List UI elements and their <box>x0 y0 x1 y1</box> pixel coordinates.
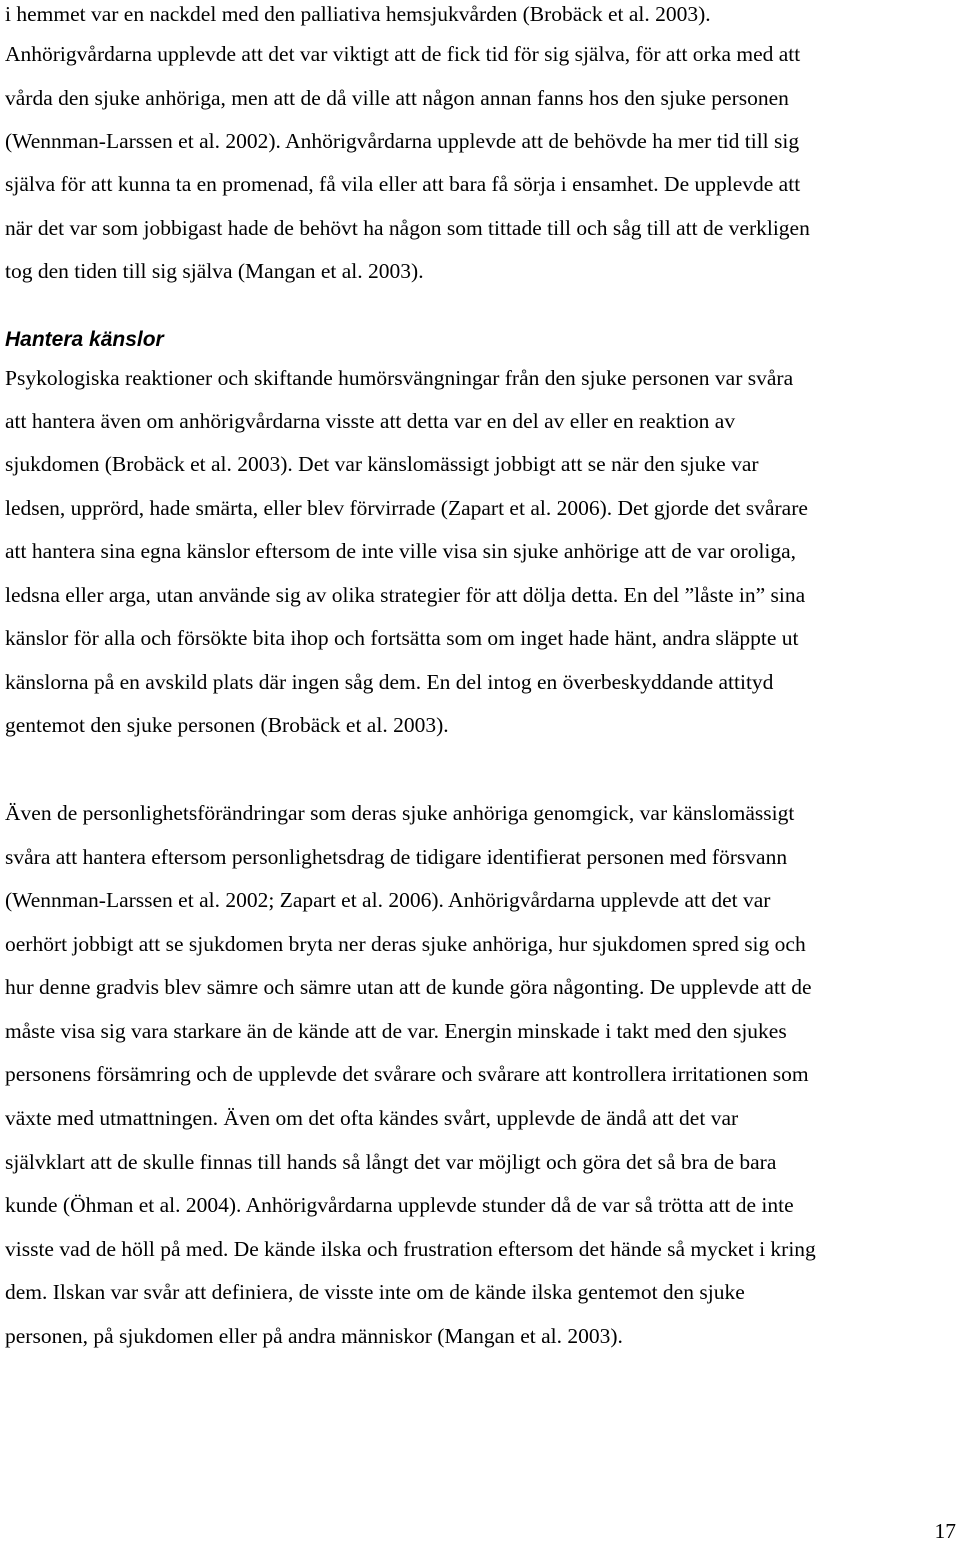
text-line: att hantera även om anhörigvårdarna visste att detta var en del av eller en reaktion av <box>5 409 736 433</box>
text-line: känslor för alla och försökte bita ihop och fortsätta som om inget hade hänt, andra släppte ut <box>5 626 799 650</box>
text-line: kunde (Öhman et al. 2004). Anhörigvårdarna upplevde stunder då de var så trötta att de inte <box>5 1193 794 1217</box>
text-line: gentemot den sjuke personen (Brobäck et al. 2003). <box>5 713 449 737</box>
text-line: oerhört jobbigt att se sjukdomen bryta ner deras sjuke anhöriga, hur sjukdomen spred sig och <box>5 932 806 956</box>
text-line: sjukdomen (Brobäck et al. 2003). Det var känslomässigt jobbigt att se när den sjuke var <box>5 452 759 476</box>
section-heading: Hantera känslor <box>5 328 164 351</box>
text-line: hur denne gradvis blev sämre och sämre utan att de kunde göra någonting. De upplevde att de <box>5 975 812 999</box>
text-line: dem. Ilskan var svår att definiera, de visste inte om de kände ilska gentemot den sjuke <box>5 1280 745 1304</box>
text-line: själva för att kunna ta en promenad, få vila eller att bara få sörja i ensamhet. De upplevde att <box>5 172 801 196</box>
text-line: personens försämring och de upplevde det svårare och svårare att kontrollera irritationen som <box>5 1062 809 1086</box>
text-line: tog den tiden till sig själva (Mangan et al. 2003). <box>5 259 424 283</box>
text-line: måste visa sig vara starkare än de kände att de var. Energin minskade i takt med den sjukes <box>5 1019 787 1043</box>
text-line: när det var som jobbigast hade de behövt ha någon som tittade till och såg till att de verkligen <box>5 216 810 240</box>
text-line: Psykologiska reaktioner och skiftande humörsvängningar från den sjuke personen var svåra <box>5 366 794 390</box>
text-line: (Wennman-Larssen et al. 2002; Zapart et al. 2006). Anhörigvårdarna upplevde att det var <box>5 888 771 912</box>
text-line: Även de personlighetsförändringar som deras sjuke anhöriga genomgick, var känslomässigt <box>5 801 795 825</box>
text-line: svåra att hantera eftersom personlighetsdrag de tidigare identifierat personen med försvann <box>5 845 788 869</box>
text-line: växte med utmattningen. Även om det ofta kändes svårt, upplevde de ändå att det var <box>5 1106 739 1130</box>
text-line: vårda den sjuke anhöriga, men att de då ville att någon annan fanns hos den sjuke personen <box>5 86 789 110</box>
text-line: ledsen, upprörd, hade smärta, eller blev förvirrade (Zapart et al. 2006). Det gjorde det svårare <box>5 496 808 520</box>
text-line: visste vad de höll på med. De kände ilska och frustration eftersom det hände så mycket i kring <box>5 1237 816 1261</box>
page-number: 17 <box>934 1519 956 1543</box>
text-line: att hantera sina egna känslor eftersom de inte ville visa sin sjuke anhörige att de var oroliga, <box>5 539 797 563</box>
text-line: Anhörigvårdarna upplevde att det var viktigt att de fick tid för sig själva, för att orka med att <box>5 42 801 66</box>
text-line: självklart att de skulle finnas till hands så långt det var möjligt och göra det så bra de bara <box>5 1150 777 1174</box>
text-line: (Wennman-Larssen et al. 2002). Anhörigvårdarna upplevde att de behövde ha mer tid till sig <box>5 129 800 153</box>
text-line: känslorna på en avskild plats där ingen såg dem. En del intog en överbeskyddande attityd <box>5 670 774 694</box>
text-line: i hemmet var en nackdel med den palliativa hemsjukvården (Brobäck et al. 2003). <box>5 2 711 26</box>
text-line: personen, på sjukdomen eller på andra människor (Mangan et al. 2003). <box>5 1324 623 1348</box>
text-line: ledsna eller arga, utan använde sig av olika strategier för att dölja detta. En del ”låste in” sina <box>5 583 806 607</box>
